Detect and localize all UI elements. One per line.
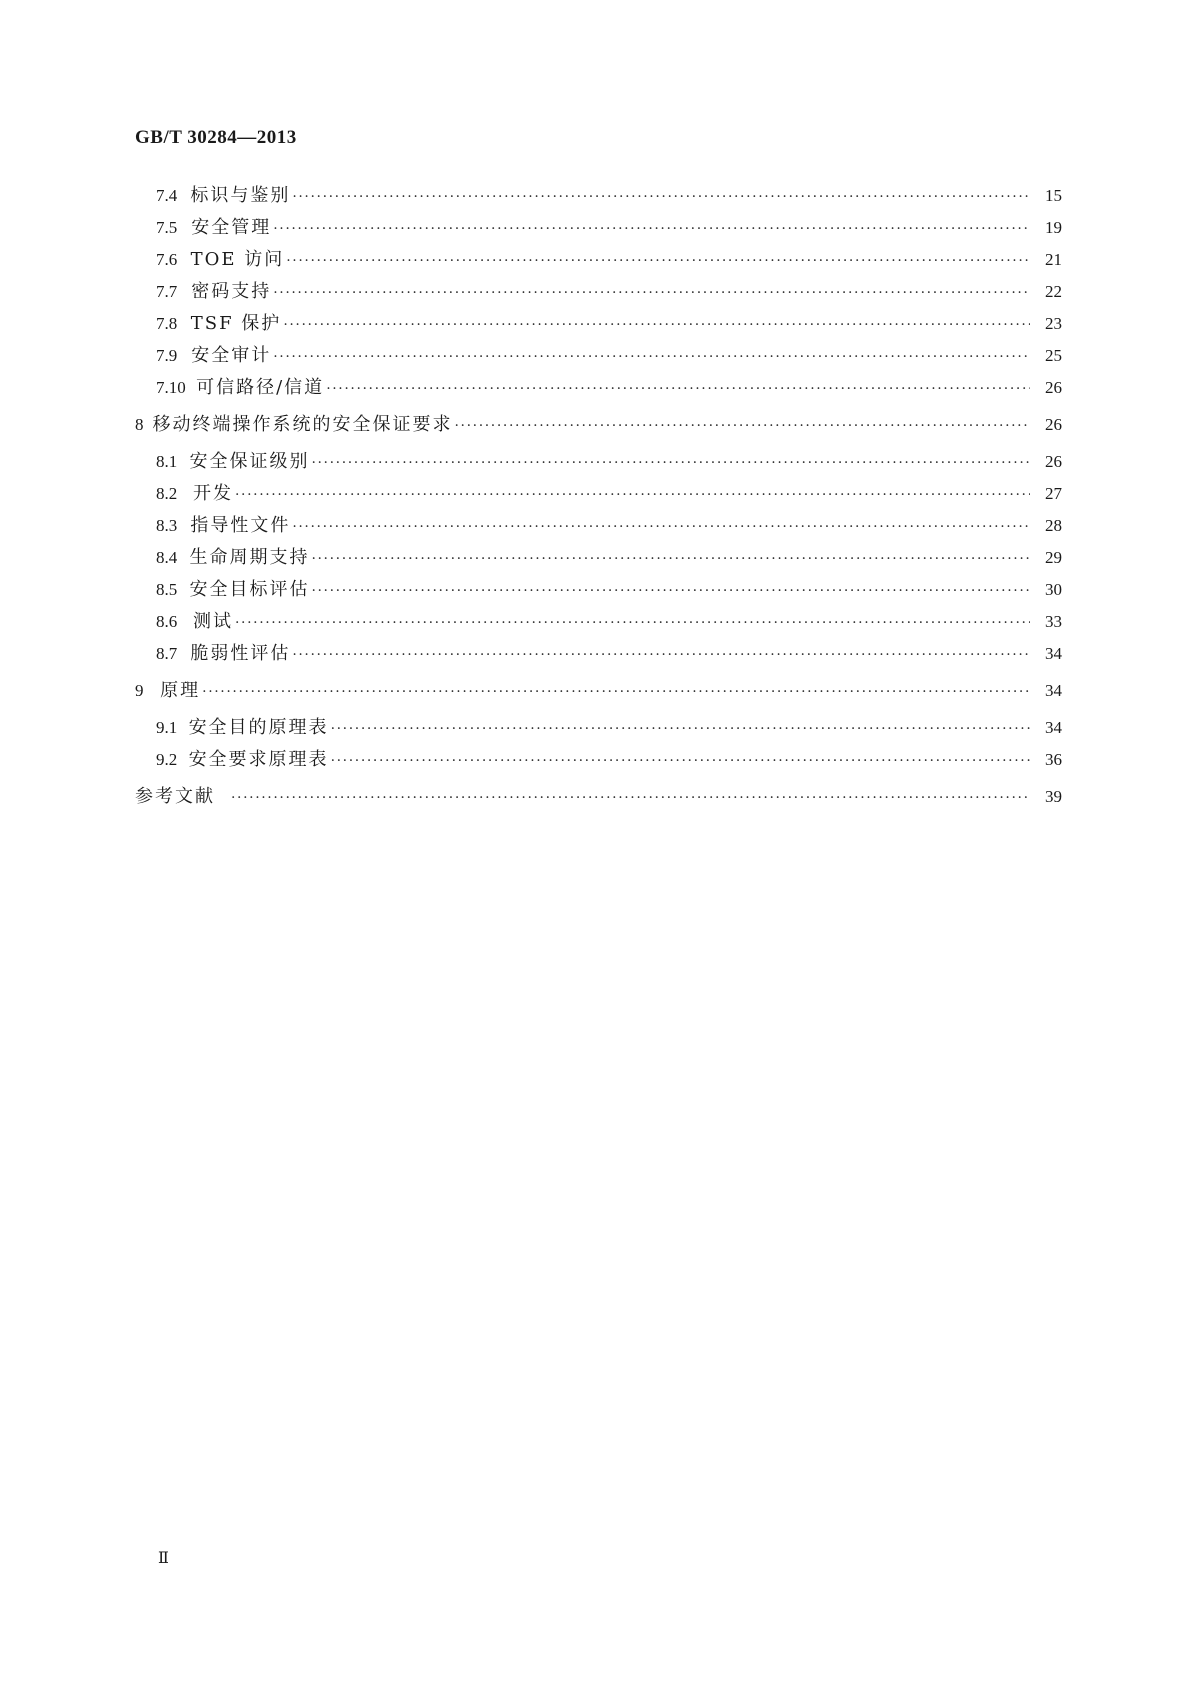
toc-entry-7-10[interactable]: [135, 372, 1062, 404]
toc-leader-dots: [292, 511, 1030, 543]
toc-entry-number: 7.5: [156, 218, 178, 237]
toc-leader-dots: [311, 575, 1030, 607]
toc-entry-page: 34: [1045, 681, 1062, 700]
toc-entry-number: 8.5: [156, 580, 178, 599]
toc-entry-number: 7.7: [156, 282, 178, 301]
toc-entry-number: 8.7: [156, 644, 178, 663]
toc-entry-9[interactable]: [135, 675, 1062, 707]
toc-entry-page: 36: [1045, 750, 1062, 769]
toc-entry-references[interactable]: [135, 781, 1062, 813]
toc-entry-8-7[interactable]: [135, 638, 1062, 670]
toc-entry-8-3[interactable]: [135, 510, 1062, 542]
toc-entry-7-4[interactable]: [135, 180, 1062, 212]
toc-entry-number: 7.6: [156, 250, 178, 269]
toc-leader-dots: [273, 277, 1030, 309]
toc-entry-number: 7.10: [156, 378, 186, 397]
toc-entry-number: 7.9: [156, 346, 178, 365]
toc-entry-title: 安全目标评估: [189, 579, 310, 600]
toc-entry-8-1[interactable]: [135, 446, 1062, 478]
toc-entry-page: 26: [1045, 378, 1062, 397]
toc-entry-page: 25: [1045, 346, 1062, 365]
toc-leader-dots: [235, 479, 1030, 511]
toc-entry-number: 8: [135, 415, 144, 434]
toc-entry-page: 34: [1045, 644, 1062, 663]
toc-entry-page: 39: [1045, 787, 1062, 806]
toc-entry-number: 8.6: [156, 612, 178, 631]
toc-leader-dots: [283, 309, 1030, 341]
toc-entry-number: 9: [135, 681, 144, 700]
toc-entry-title: 标识与鉴别: [190, 185, 291, 206]
toc-entry-title: 移动终端操作系统的安全保证要求: [152, 414, 453, 435]
toc-entry-8[interactable]: [135, 409, 1062, 441]
toc-entry-title: 参考文献: [135, 786, 215, 807]
toc-entry-title: TSF 保护: [190, 313, 282, 334]
toc-entry-title: 安全目的原理表: [188, 717, 329, 738]
toc-leader-dots: [311, 447, 1030, 479]
toc-entry-8-2[interactable]: [135, 478, 1062, 510]
toc-entry-number: 8.3: [156, 516, 178, 535]
toc-entry-title: 开发: [193, 483, 233, 504]
toc-entry-8-5[interactable]: [135, 574, 1062, 606]
toc-entry-page: 19: [1045, 218, 1062, 237]
toc-entry-7-8[interactable]: [135, 308, 1062, 340]
toc-entry-7-9[interactable]: [135, 340, 1062, 372]
toc-entry-title: 测试: [193, 611, 233, 632]
toc-entry-page: 28: [1045, 516, 1062, 535]
toc-entry-number: 8.2: [156, 484, 178, 503]
toc-leader-dots: [331, 745, 1030, 777]
toc-entry-title: 原理: [160, 680, 201, 701]
toc-entry-number: 9.1: [156, 718, 178, 737]
toc-entry-page: 30: [1045, 580, 1062, 599]
toc-leader-dots: [273, 341, 1030, 373]
toc-entry-title: 指导性文件: [190, 515, 291, 536]
toc-entry-title: 安全审计: [191, 345, 272, 366]
toc-leader-dots: [202, 676, 1030, 708]
page-number: Ⅱ: [158, 1550, 169, 1567]
toc-leader-dots: [326, 373, 1030, 405]
toc-entry-9-2[interactable]: [135, 744, 1062, 776]
toc-entry-page: 27: [1045, 484, 1062, 503]
toc-entry-number: 7.8: [156, 314, 178, 333]
toc-leader-dots: [273, 213, 1030, 245]
toc-entry-title: 安全保证级别: [189, 451, 310, 472]
toc-entry-title: TOE 访问: [190, 249, 285, 270]
toc-entry-page: 22: [1045, 282, 1062, 301]
toc-entry-number: 9.2: [156, 750, 178, 769]
toc-entry-title: 安全管理: [191, 217, 272, 238]
table-of-contents: [135, 180, 1062, 813]
toc-entry-page: 34: [1045, 718, 1062, 737]
toc-entry-page: 21: [1045, 250, 1062, 269]
toc-entry-7-5[interactable]: [135, 212, 1062, 244]
toc-entry-title: 密码支持: [191, 281, 272, 302]
toc-entry-number: 8.4: [156, 548, 178, 567]
toc-entry-9-1[interactable]: [135, 712, 1062, 744]
toc-entry-title: 可信路径/信道: [196, 377, 325, 398]
toc-entry-page: 26: [1045, 415, 1062, 434]
toc-entry-title: 安全要求原理表: [188, 749, 329, 770]
standard-code-header: GB/T 30284—2013: [135, 127, 297, 148]
toc-leader-dots: [455, 410, 1031, 442]
toc-entry-page: 23: [1045, 314, 1062, 333]
toc-entry-page: 33: [1045, 612, 1062, 631]
toc-entry-8-6[interactable]: [135, 606, 1062, 638]
toc-entry-7-6[interactable]: [135, 244, 1062, 276]
toc-entry-page: 15: [1045, 186, 1062, 205]
toc-entry-8-4[interactable]: [135, 542, 1062, 574]
toc-entry-number: 8.1: [156, 452, 178, 471]
toc-leader-dots: [231, 782, 1030, 814]
toc-leader-dots: [292, 181, 1030, 213]
toc-entry-7-7[interactable]: [135, 276, 1062, 308]
toc-entry-page: 26: [1045, 452, 1062, 471]
toc-entry-number: 7.4: [156, 186, 178, 205]
toc-leader-dots: [292, 639, 1030, 671]
toc-entry-title: 脆弱性评估: [190, 643, 291, 664]
toc-entry-title: 生命周期支持: [189, 547, 310, 568]
toc-leader-dots: [286, 245, 1030, 277]
toc-leader-dots: [331, 713, 1030, 745]
toc-leader-dots: [235, 607, 1030, 639]
toc-leader-dots: [311, 543, 1030, 575]
toc-entry-page: 29: [1045, 548, 1062, 567]
